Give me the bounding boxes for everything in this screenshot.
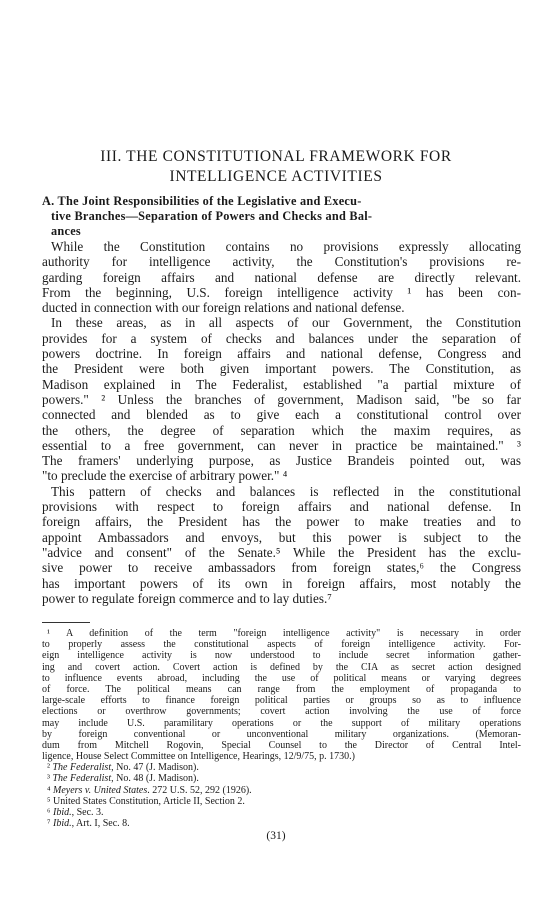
footnote-citation-title: Ibid. [53,818,72,830]
text-line: This pattern of checks and balances is reflected in the constitutional [51,483,521,499]
footnote-3 [42,773,521,784]
text-line: authority for intelligence activity, the Constitution's provisions re- [42,254,521,270]
chapter-title-line: III. THE CONSTITUTIONAL FRAMEWORK FOR [100,148,452,165]
text-line: sive power to receive ambassadors from foreign states,⁶ the Congress [42,560,521,576]
footnote-marker: ⁷ [47,818,51,830]
footnote-4 [42,785,521,796]
section-heading-line: ances [51,224,81,238]
text-line: provides for a system of checks and balances under the separation of [42,330,521,346]
text-line: the President were both given important powers. The Constitution, as [42,361,521,377]
footnote-citation-detail: , Art. I, Sec. 8. [71,818,130,830]
footnote-marker: ² [47,762,50,774]
section-heading [42,194,521,239]
text-line: From the beginning, U.S. foreign intelligence activity ¹ has been con- [42,284,521,300]
footnote-citation-detail: . 272 U.S. 52, 292 (1926). [147,784,252,796]
footnote-7 [42,818,521,829]
text-line: garding foreign affairs and national defense are directly relevant. [42,269,521,285]
footnote-citation-detail: , No. 48 (J. Madison). [111,773,199,785]
text-line: provisions with respect to foreign affairs and national defense. In [42,499,521,515]
footnote-citation-title: Meyers v. United States [53,784,148,796]
text-line: connected and blended as to give each a constitutional control over [42,407,521,423]
text-line: essential to a free government, can never in practice be maintained." ³ [42,437,521,453]
footnote-line: of force. The political means can range from the employment of propaganda to [42,683,521,695]
footnote-citation-title: The Federalist [52,773,112,785]
footnote-line: may include U.S. paramilitary operations or the support of military operations [42,717,521,729]
footnote-marker: ⁵ [47,795,51,807]
text-line: Madison explained in The Federalist, established "a partial mixture of [42,376,521,392]
text-line: appoint Ambassadors and envoys, but this power is subject to the [42,529,521,545]
footnote-line: ligence, House Select Committee on Intelligence, Hearings, 12/9/75, p. 1730.) [42,751,355,763]
paragraph [42,315,521,483]
text-line: ducted in connection with our foreign relations and national defense. [42,300,405,316]
chapter-title [30,147,522,187]
footnote-6 [42,807,521,818]
footnote-marker: ⁶ [47,807,51,818]
footnote-1 [42,628,521,762]
text-line: powers." ² Unless the branches of government, Madison said, "be so far [42,391,521,407]
text-line: has important powers of its own in foreign affairs, most notably the [42,575,521,591]
footnote-line: ing and covert action. Covert action is defined by the CIA as secret action designed [42,661,521,673]
footnote-marker: ⁴ [47,784,51,796]
footnote-5 [42,796,521,807]
text-line: In these areas, as in all aspects of our Government, the Constitution [51,315,521,331]
text-line: the others, the degree of separation which the maxim requires, as [42,422,521,438]
footnote-line: ¹ A definition of the term "foreign intelligence activity" is necessary in order [47,628,521,639]
footnote-marker: ³ [47,773,50,785]
footnote-divider [42,622,90,623]
text-line: While the Constitution contains no provisions expressly allocating [51,239,521,254]
body-text [42,239,521,606]
text-line: "to preclude the exercise of arbitrary power." ⁴ [42,468,288,484]
footnote-line: to properly assess the constitutional aspects of foreign intelligence activity. For- [42,639,521,651]
footnote-line: to influence events abroad, including the use of political means or varying degrees [42,672,521,684]
section-heading-line: A. The Joint Responsibilities of the Legislative and Execu- [42,194,362,208]
page-number: (31) [266,830,286,842]
section-heading-line: tive Branches—Separation of Powers and Checks and Bal- [51,209,373,223]
footnote-line: large-scale efforts to finance foreign political parties or groups so as to influence [42,695,521,707]
chapter-title-line: INTELLIGENCE ACTIVITIES [169,168,383,185]
footnote-line: eign intelligence activity is now understood to include secret information gather- [42,650,521,662]
footnote-citation-detail: United States Constitution, Article II, Section 2. [53,795,245,807]
footnote-line: dum from Mitchell Rogovin, Special Counsel to the Director of Central Intel- [42,739,521,751]
text-line: powers doctrine. In foreign affairs and national defense, Congress and [42,346,521,362]
footnote-citation-title: The Federalist [52,762,112,774]
paragraph [42,239,521,315]
paragraph [42,484,521,606]
text-line: The framers' underlying purpose, as Justice Brandeis pointed out, was [42,453,521,469]
footnote-citation-title: Ibid. [53,807,72,818]
text-line: power to regulate foreign commerce and to lay duties.⁷ [42,590,332,606]
footnote-2 [42,762,521,773]
footnote-citation-detail: , Sec. 3. [71,807,104,818]
footnote-line: elections or overthrow governments; covert action involving the use of force [42,706,521,718]
text-line: "advice and consent" of the Senate.⁵ While the President has the exclu- [42,544,521,560]
footnotes [42,628,521,829]
text-line: foreign affairs, the President has the power to make treaties and to [42,514,521,530]
footnote-line: by foreign conventional or unconventional military organizations. (Memoran- [42,728,521,740]
footnote-citation-detail: , No. 47 (J. Madison). [111,762,199,774]
